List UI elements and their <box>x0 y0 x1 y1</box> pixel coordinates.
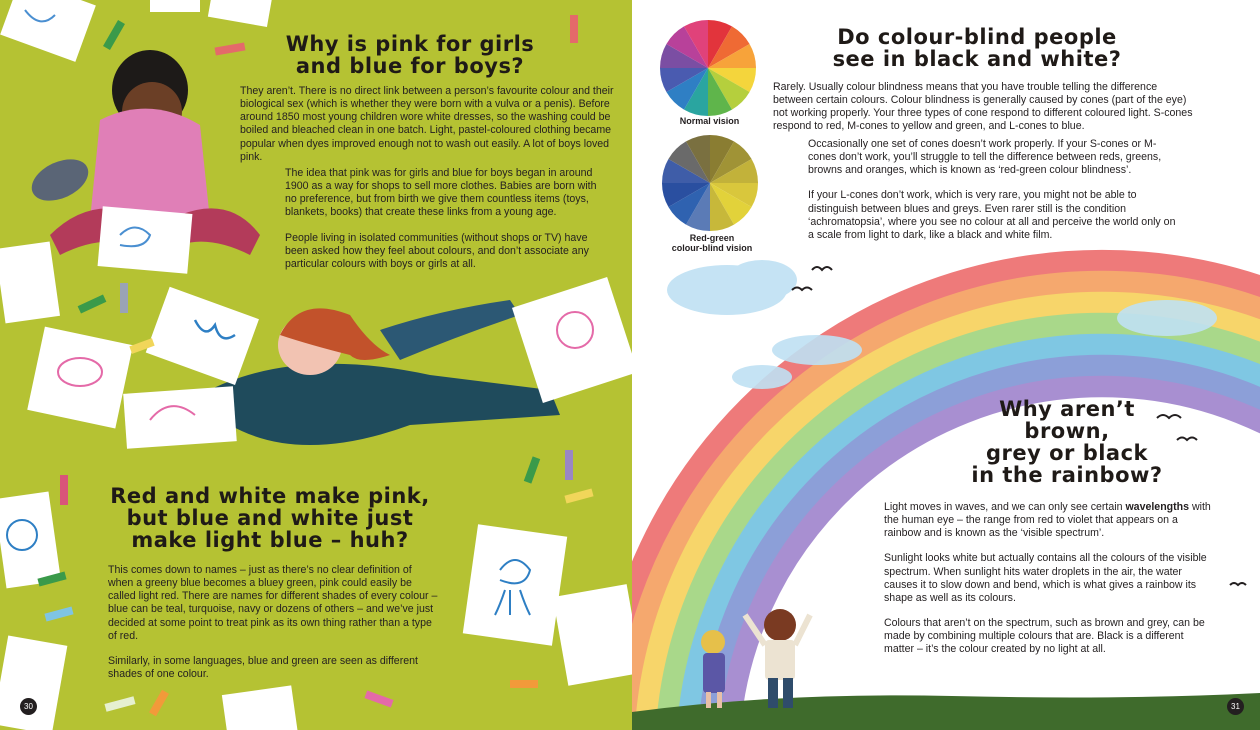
colour-blind-paragraph-1 <box>773 81 1198 134</box>
paragraph: This comes down to names – just as there’s no clear definition of when a greeny blue becomes a bluey green, pink could easily be called light red. There are names for different shades of every colour – blue can be teal, turquoise, navy or dozens of others – and we’ve just decided at some point to treat pink as its own thing rather than a type of red. <box>108 564 438 642</box>
title-line: in the rainbow? <box>971 463 1163 488</box>
section-title-colour-blind <box>797 26 1157 70</box>
section-title-light-blue <box>100 485 440 551</box>
text-span: Light moves in waves, and we can only see certain <box>884 501 1126 513</box>
title-line: Why is pink for girls <box>285 32 535 56</box>
colour-blind-vision-colour-wheel <box>660 133 760 233</box>
paragraph: They aren’t. There is no direct link between a person’s favourite colour and their biological sex (which is whether they were born with a vulva or a penis). Before around 1850 most young children wore white dresses, so the washing could be boiled and bleached clean in one batch. Light, pastel-coloured clothing became popular when dyes improved enough not to wash out easily. A lot of boys loved pink. <box>240 85 614 163</box>
drawing-card-top <box>0 0 96 62</box>
title-line: Do colour-blind people <box>837 25 1117 49</box>
normal-vision-colour-wheel <box>658 18 758 118</box>
title-line: Red and white make pink, <box>110 484 430 508</box>
caption-line: colour-blind vision <box>671 243 753 254</box>
title-line: make light blue – huh? <box>131 528 409 553</box>
pink-blue-paragraph-1 <box>240 85 625 164</box>
paragraph: The idea that pink was for girls and blue for boys began in around 1900 as a way for shops to sell more clothes. Babies are born with no preference, but from birth we give them countless items (toys, blankets, books) that create these links from a young age. <box>285 167 597 219</box>
normal-vision-caption: Normal vision <box>679 116 740 126</box>
section-title-pink-blue <box>240 33 580 77</box>
paragraph: Rarely. Usually colour blindness means that you have trouble telling the difference between certain colours. Colour blindness is generally caused by cones (part of the eye) not working properly. Your three types of cone respond to different coloured light. S-cones respond to red, M-cones to yellow and green, and L-cones to blue. <box>773 81 1193 133</box>
title-line: see in black and white? <box>832 47 1122 72</box>
title-line: and blue for boys? <box>295 54 525 79</box>
light-blue-paragraphs <box>108 564 438 681</box>
paragraph: If your L-cones don’t work, which is very rare, you might not be able to distinguish between blues and greys. Even rarer still is the condition ‘achromatopsia’, where you see no colour at all and perceive the world only on a scale from light to dark, like a black and white film. <box>808 189 1176 241</box>
title-line: Why aren’t <box>999 397 1135 421</box>
paragraph: People living in isolated communities (without shops or TV) have been asked how they feel about colours, and don’t associate any particular colours with boys or girls at all. <box>285 231 589 270</box>
paragraph: Colours that aren’t on the spectrum, such as brown and grey, can be made by combining multiple colours that are. Black is a different matter – it’s the colour created by no light at all. <box>884 616 1205 656</box>
paragraph <box>884 501 1214 540</box>
page-number-left: 30 <box>20 698 37 715</box>
text-span: with the human eye – the range from red to violet that appears on a rainbow and is known as the ‘visible spectrum’. <box>884 501 1211 540</box>
title-line: grey or black <box>985 441 1149 466</box>
right-page <box>632 0 1260 730</box>
keyword-wavelengths: wavelengths <box>1125 501 1190 513</box>
paragraph: Sunlight looks white but actually contains all the colours of the visible spectrum. When sunlight hits water droplets in the air, the water causes it to slow down and bend, which is what gives a rainbow its shape as well as its colours. <box>884 552 1207 604</box>
page-number-right: 31 <box>1227 698 1244 715</box>
caption-line: Red-green <box>689 233 735 243</box>
title-line: but blue and white just <box>126 506 414 531</box>
colour-blind-paragraphs-2 <box>808 138 1178 242</box>
paragraph: Similarly, in some languages, blue and green are seen as different shades of one colour. <box>108 654 418 680</box>
boy-sitting <box>25 50 260 274</box>
pink-blue-paragraphs-2 <box>285 167 603 271</box>
title-line: brown, <box>1024 419 1110 444</box>
paragraph: Occasionally one set of cones doesn’t work properly. If your S-cones or M-cones don’t work, you’ll struggle to tell the difference between reds, greens, browns and oranges, which is known as ‘red-green colour blindness’. <box>808 138 1162 177</box>
section-title-rainbow <box>952 398 1182 486</box>
colour-blind-vision-caption <box>647 233 777 254</box>
rainbow-paragraphs <box>884 501 1214 656</box>
